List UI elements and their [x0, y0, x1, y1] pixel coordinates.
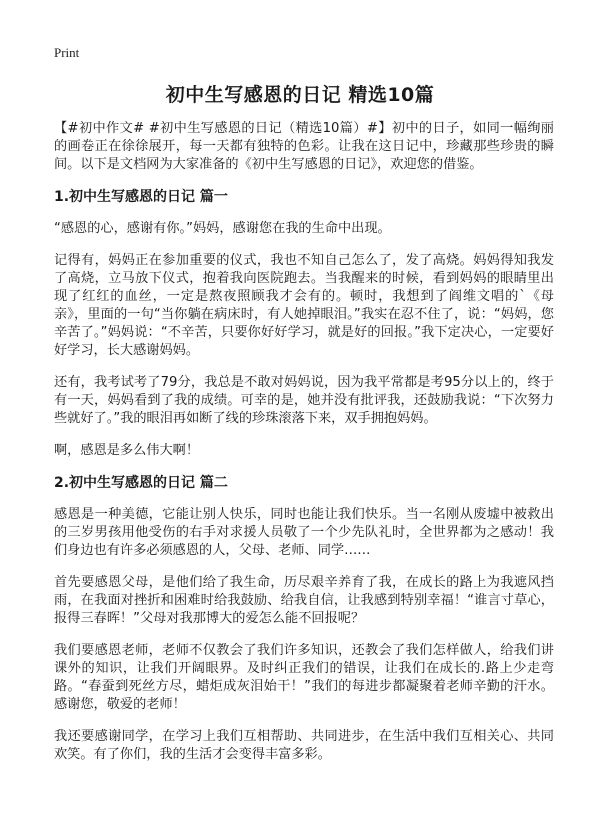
section-1	[54, 188, 554, 460]
paragraph: 我还要感谢同学，在学习上我们互相帮助、共同进步，在生活中我们互相关心、共同欢笑。有了你们，我的生活才会变得丰富多彩。	[54, 729, 554, 762]
paragraph: 啊，感恩是多么伟大啊！	[54, 443, 200, 458]
section-heading: 1.初中生写感恩的日记 篇一	[54, 189, 228, 205]
section-2	[54, 474, 554, 764]
paragraph: 我们要感恩老师，老师不仅教会了我们许多知识，还教会了我们怎样做人，给我们讲课外的知识，让我们开阔眼界。及时纠正我们的错误，让我们在成长的.路上少走弯路。“春蚕到死丝方尽，蜡炬成灰泪始干！”我们的每进步都凝聚着老师辛勤的汗水。感谢您，敬爱的老师！	[54, 643, 554, 712]
paragraph: 首先要感恩父母，是他们给了我生命，历尽艰辛养育了我，在成长的路上为我遮风挡雨，在我面对挫折和困难时给我鼓励、给我自信，让我感到特别幸福！“谁言寸草心，报得三春晖！”父母对我那博大的爱怎么能不回报呢？	[54, 575, 554, 626]
intro-paragraph: 【#初中作文# #初中生写感恩的日记（精选10篇）#】初中的日子，如同一幅绚丽的画卷正在徐徐展开，每一天都有独特的色彩。让我在这日记中，珍藏那些珍贵的瞬间。以下是文档网为大家准备的《初中生写感恩的日记》，欢迎您的借鉴。	[54, 121, 554, 172]
article-body	[54, 120, 554, 778]
paragraph: 记得有，妈妈正在参加重要的仪式，我也不知自己怎么了，发了高烧。妈妈得知我发了高烧，立马放下仪式，抱着我向医院跑去。当我醒来的时候，看到妈妈的眼睛里出现了红红的血丝，一定是熬夜照顾我才会有的。顿时，我想到了阎维文唱的`《母亲》，里面的一句“当你躺在病床时，有人她掉眼泪。”我实在忍不住了，说：“妈妈，您辛苦了。”妈妈说：“不辛苦，只要你好好学习，就是好的回报。”我下定决心，一定要好好学习，长大感谢妈妈。	[54, 253, 554, 358]
paragraph: 还有，我考试考了79分，我总是不敢对妈妈说，因为我平常都是考95分以上的，终于有一天，妈妈看到了我的成绩。可幸的是，她并没有批评我，还鼓励我说：“下次努力些就好了。”我的眼泪再如断了线的珍珠滚落下来，双手拥抱妈妈。	[54, 375, 554, 426]
page-title: 初中生写感恩的日记 精选10篇	[165, 84, 435, 106]
paragraph: 感恩是一种美德，它能让别人快乐，同时也能让我们快乐。当一名刚从废墟中被救出的三岁男孩用他受伤的右手对求援人员敬了一个少先队礼时，全世界都为之感动！我们身边也有许多必须感恩的人，父母、老师、同学……	[54, 507, 554, 558]
section-heading: 2.初中生写感恩的日记 篇二	[54, 475, 228, 491]
print-label[interactable]: Print	[54, 45, 80, 60]
paragraph: “感恩的心，感谢有你。”妈妈，感谢您在我的生命中出现。	[54, 221, 391, 236]
